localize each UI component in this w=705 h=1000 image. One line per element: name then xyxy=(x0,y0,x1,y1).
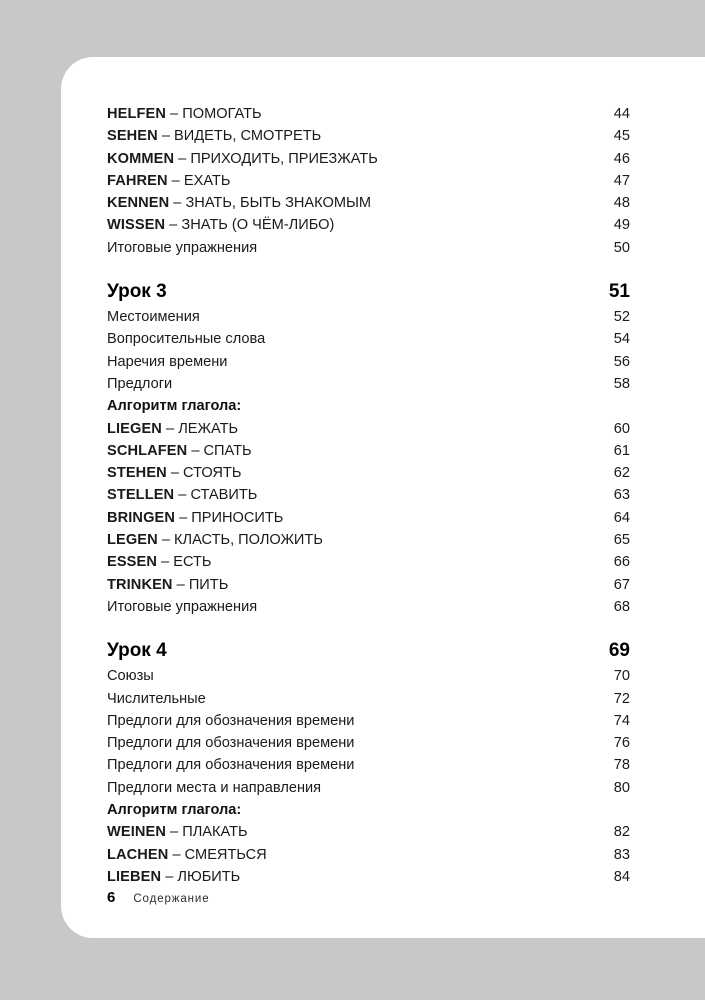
page-footer xyxy=(107,889,210,906)
toc-page-number: 52 xyxy=(613,309,630,326)
verb-dash: – xyxy=(169,217,178,234)
toc-entry-row[interactable] xyxy=(107,777,630,799)
toc-entry-row[interactable] xyxy=(107,529,630,551)
toc-entry-row[interactable] xyxy=(107,440,630,462)
toc-page-number: 84 xyxy=(613,868,630,885)
verb-dash: – xyxy=(161,554,170,571)
toc-entry-row[interactable] xyxy=(107,170,630,192)
toc-entry-row[interactable] xyxy=(107,192,630,214)
toc-entry-label xyxy=(107,821,248,843)
toc-page-number: 66 xyxy=(613,554,630,571)
toc-page-number: 64 xyxy=(613,509,630,526)
verb-german: SEHEN xyxy=(107,128,158,145)
toc-page-number: 76 xyxy=(613,735,630,752)
toc-page-number: 70 xyxy=(613,668,630,685)
verb-russian: ПИТЬ xyxy=(188,576,229,593)
verb-russian: СТАВИТЬ xyxy=(190,487,258,504)
toc-entry-label: Урок 3 xyxy=(107,281,167,303)
toc-entry-row[interactable] xyxy=(107,418,630,440)
toc-page-number: 69 xyxy=(608,640,630,662)
toc-page-number: 62 xyxy=(613,465,630,482)
verb-german: FAHREN xyxy=(107,172,168,189)
toc-entry-label xyxy=(107,507,283,529)
toc-entry-row[interactable] xyxy=(107,462,630,484)
toc-entry-label xyxy=(107,170,230,192)
verb-german: WISSEN xyxy=(107,217,166,234)
verb-russian: ПРИХОДИТЬ, ПРИЕЗЖАТЬ xyxy=(190,150,378,167)
toc-entry-label xyxy=(107,214,334,236)
toc-page-number: 67 xyxy=(613,576,630,593)
verb-dash: – xyxy=(161,128,170,145)
toc-entry-label xyxy=(107,844,267,866)
verb-dash: – xyxy=(165,868,174,885)
toc-entry-label xyxy=(107,103,262,125)
toc-entry-row[interactable] xyxy=(107,484,630,506)
toc-entry-row[interactable] xyxy=(107,306,630,328)
verb-dash: – xyxy=(176,576,185,593)
toc-entry-row[interactable] xyxy=(107,237,630,259)
toc-entry-row[interactable] xyxy=(107,844,630,866)
toc-entry-label xyxy=(107,529,323,551)
toc-entry-label: Предлоги для обозначения времени xyxy=(107,712,355,729)
toc-page-number: 56 xyxy=(613,353,630,370)
table-of-contents xyxy=(107,103,630,888)
verb-dash: – xyxy=(172,846,181,863)
toc-entry-label: Предлоги xyxy=(107,375,173,392)
toc-subheading: Алгоритм глагола: xyxy=(107,802,242,819)
verb-russian: ВИДЕТЬ, СМОТРЕТЬ xyxy=(174,128,322,145)
toc-page-number: 82 xyxy=(613,824,630,841)
toc-page-number: 46 xyxy=(613,150,630,167)
toc-page-number: 78 xyxy=(613,757,630,774)
verb-russian: ЛЕЖАТЬ xyxy=(178,420,239,437)
toc-page-number: 72 xyxy=(613,690,630,707)
toc-page-number: 61 xyxy=(613,442,630,459)
toc-entry-row[interactable] xyxy=(107,507,630,529)
footer-caption: Содержание xyxy=(133,893,210,905)
toc-page-number: 65 xyxy=(613,532,630,549)
toc-entry-row[interactable] xyxy=(107,574,630,596)
verb-german: LACHEN xyxy=(107,846,169,863)
toc-lesson-row[interactable] xyxy=(107,279,630,305)
toc-page-number: 83 xyxy=(613,846,630,863)
toc-page-number: 58 xyxy=(613,375,630,392)
toc-page-number: 54 xyxy=(613,331,630,348)
toc-entry-row[interactable] xyxy=(107,551,630,573)
toc-entry-label: Итоговые упражнения xyxy=(107,598,258,615)
toc-page-number: 80 xyxy=(613,779,630,796)
verb-dash: – xyxy=(173,195,182,212)
toc-entry-row[interactable] xyxy=(107,821,630,843)
toc-entry-row[interactable] xyxy=(107,688,630,710)
verb-russian: ЗНАТЬ, БЫТЬ ЗНАКОМЫМ xyxy=(185,195,372,212)
book-page xyxy=(61,57,705,938)
toc-entry-row[interactable] xyxy=(107,754,630,776)
verb-german: LIEGEN xyxy=(107,420,162,437)
toc-entry-label xyxy=(107,484,257,506)
verb-russian: ПРИНОСИТЬ xyxy=(191,509,284,526)
verb-russian: СМЕЯТЬСЯ xyxy=(184,846,267,863)
toc-entry-row[interactable] xyxy=(107,125,630,147)
toc-entry-label xyxy=(107,551,212,573)
verb-russian: ПОМОГАТЬ xyxy=(182,106,262,122)
verb-dash: – xyxy=(191,442,200,459)
toc-entry-label: Итоговые упражнения xyxy=(107,239,258,256)
toc-entry-label xyxy=(107,148,378,170)
verb-russian: ЕХАТЬ xyxy=(183,172,231,189)
toc-entry-label xyxy=(107,574,228,596)
verb-german: KOMMEN xyxy=(107,150,175,167)
toc-page-number: 60 xyxy=(613,420,630,437)
verb-german: ESSEN xyxy=(107,554,157,571)
toc-entry-row[interactable] xyxy=(107,866,630,888)
verb-russian: СТОЯТЬ xyxy=(183,465,242,482)
toc-page-number: 47 xyxy=(613,172,630,189)
verb-russian: СПАТЬ xyxy=(203,442,252,459)
toc-page-number: 74 xyxy=(613,712,630,729)
toc-entry-label: Наречия времени xyxy=(107,353,228,370)
verb-dash: – xyxy=(166,420,175,437)
toc-page-number: 48 xyxy=(613,195,630,212)
toc-entry-label: Предлоги для обозначения времени xyxy=(107,735,355,752)
toc-page-number: 49 xyxy=(613,217,630,234)
toc-page-number: 50 xyxy=(613,239,630,256)
toc-entry-label: Числительные xyxy=(107,690,206,707)
verb-german: STEHEN xyxy=(107,465,167,482)
toc-entry-row[interactable] xyxy=(107,351,630,373)
verb-russian: ЕСТЬ xyxy=(173,554,212,571)
toc-entry-row[interactable] xyxy=(107,103,630,125)
folio-number: 6 xyxy=(107,889,116,906)
toc-entry-label: Вопросительные слова xyxy=(107,331,266,348)
toc-entry-label xyxy=(107,866,240,888)
verb-dash: – xyxy=(179,509,188,526)
toc-entry-row[interactable] xyxy=(107,373,630,395)
verb-russian: КЛАСТЬ, ПОЛОЖИТЬ xyxy=(174,532,323,549)
verb-german: STELLEN xyxy=(107,487,175,504)
toc-entry-label: Предлоги для обозначения времени xyxy=(107,757,355,774)
toc-page-number: 63 xyxy=(613,487,630,504)
verb-german: LEGEN xyxy=(107,532,158,549)
toc-entry-row[interactable] xyxy=(107,328,630,350)
toc-page-number: 45 xyxy=(613,128,630,145)
verb-dash: – xyxy=(171,172,180,189)
verb-german: WEINEN xyxy=(107,824,166,841)
verb-russian: ЛЮБИТЬ xyxy=(177,868,241,885)
toc-entry-row[interactable] xyxy=(107,732,630,754)
verb-dash: – xyxy=(170,824,179,841)
toc-entry-row[interactable] xyxy=(107,596,630,618)
verb-german: HELFEN xyxy=(107,106,166,122)
toc-entry-label xyxy=(107,440,252,462)
toc-entry-row[interactable] xyxy=(107,710,630,732)
toc-entry-row[interactable] xyxy=(107,214,630,236)
toc-entry-label: Предлоги места и направления xyxy=(107,779,322,796)
toc-entry-label xyxy=(107,192,371,214)
toc-entry-label: Урок 4 xyxy=(107,640,167,662)
verb-russian: ЗНАТЬ (О ЧЁМ-ЛИБО) xyxy=(181,217,335,234)
verb-dash: – xyxy=(170,465,179,482)
verb-russian: ПЛАКАТЬ xyxy=(182,824,248,841)
verb-german: BRINGEN xyxy=(107,509,175,526)
toc-entry-label: Союзы xyxy=(107,668,154,685)
verb-dash: – xyxy=(178,150,187,167)
verb-german: TRINKEN xyxy=(107,576,173,593)
verb-dash: – xyxy=(161,532,170,549)
verb-german: KENNEN xyxy=(107,195,170,212)
toc-entry-label xyxy=(107,125,321,147)
toc-page-number: 44 xyxy=(613,106,630,122)
verb-dash: – xyxy=(170,106,179,122)
toc-subheading: Алгоритм глагола: xyxy=(107,398,242,415)
toc-entry-label xyxy=(107,418,238,440)
toc-lesson-row[interactable] xyxy=(107,638,630,664)
verb-german: SCHLAFEN xyxy=(107,442,188,459)
toc-entry-label: Местоимения xyxy=(107,309,200,326)
toc-entry-row[interactable] xyxy=(107,665,630,687)
verb-dash: – xyxy=(178,487,187,504)
toc-page-number: 68 xyxy=(613,598,630,615)
verb-german: LIEBEN xyxy=(107,868,162,885)
toc-entry-label xyxy=(107,462,241,484)
toc-page-number: 51 xyxy=(608,281,630,303)
toc-entry-row[interactable] xyxy=(107,148,630,170)
